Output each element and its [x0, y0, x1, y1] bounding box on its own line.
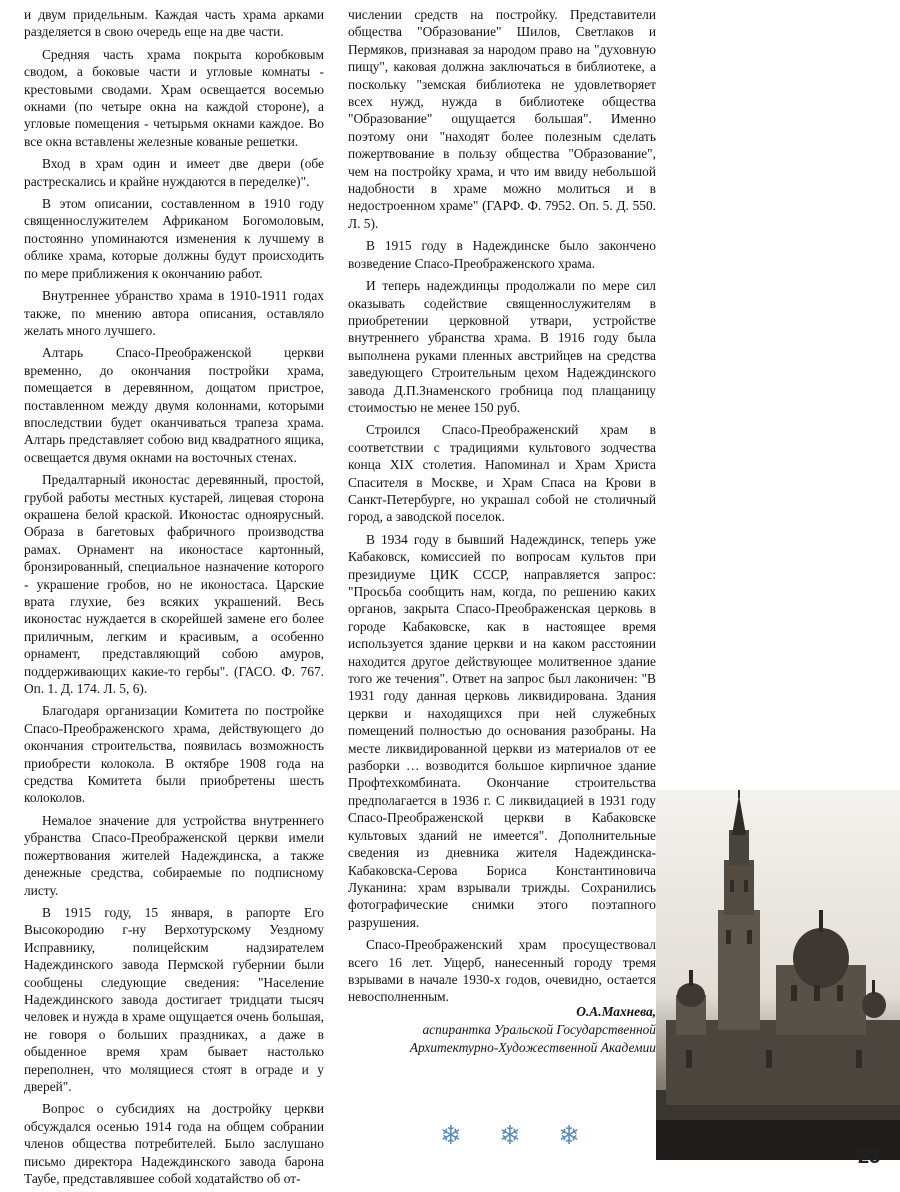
paragraph: числении средств на постройку. Представители общества "Образование" Шилов, Светлаков и Пермяков, признавая за народом право на "духовную пищу", каковая должна заключаться в библиотеке, а поскольку "земская библиотека не удовлетворяет всех нужд, нужда в библиотеке общества "Образование" ощущается большая". Именно поэтому они "находят более полезным сделать пожертвование в пользу общества "Образование", чем на постройку храма, и что им ввиду небольшой надобности в храме можно молиться и в недостроенном храме" (ГАРФ. Ф. 7952. Оп. 5. Д. 550. Л. 5). — [348, 7, 656, 231]
paragraph: Вопрос о субсидиях на достройку церкви обсуждался осенью 1914 года на общем собрании членов общества потребителей. Было заслушано письмо директора Надеждинского завода барона Таубе, представлявшее собой ходатайство об от- — [24, 1101, 324, 1186]
right-column — [348, 6, 656, 1011]
author-signature — [330, 1003, 656, 1057]
paragraph: Алтарь Спасо-Преображенской церкви временно, до окончания постройки храма, помещается в деревянном, дощатом пристрое, поставленном между двумя колоннами, которыми впоследствии будет оканчиваться трапеза храма. Алтарь представляет собою вид квадратного ящика, освещается двумя окнами на восточных стенах. — [24, 345, 324, 465]
paragraph: В этом описании, составленном в 1910 году священнослужителем Африканом Богомоловым, постоянно упоминаются изменения к лучшему в облике храма, которые должны будут происходить по мере приближения к окончанию работ. — [24, 196, 324, 281]
paragraph: Предалтарный иконостас деревянный, простой, грубой работы местных кустарей, лицевая сторона окрашена белой краской. Иконостас одноярусный. Образа в багетовых фабричного производства рамах. Орнамент на иконостасе картонный, бронзированный, специальное назначение которого - украшение гробов, но не иконостаса. Царские врата глухие, без всяких украшений. Весь иконостас нуждается в скорейшей замене его более приличным, легким и красивым, а особенно орнамент, представляющий собою амуров, поддерживающих какие-то гербы". (ГАСО. Ф. 767. Оп. 1. Д. 174. Л. 5, 6). — [24, 472, 324, 697]
snowflake-ornament — [440, 1120, 580, 1152]
paragraph: Немалое значение для устройства внутреннего убранства Спасо-Преображенской церкви имели пожертвования жителей Надеждинска, а также денежные средства, собираемые по подписному листу. — [24, 812, 324, 898]
snowflake-icon: ❄ — [440, 1121, 462, 1151]
left-column — [24, 6, 324, 1192]
paragraph: И теперь надеждинцы продолжали по мере сил оказывать содействие священнослужителям в приобретении церковной утвари, устройстве внутреннего убранства храма. В 1916 году была выполнена руками пленных австрийцев на средства заведующего Строительным цехом Надеждинского завода Д.П.Знаменского гробница под плащаницу стоимостью не менее 150 руб. — [348, 278, 656, 415]
paragraph: В 1915 году в Надеждинске было закончено возведение Спасо-Преображенского храма. — [348, 238, 656, 271]
paragraph: Строился Спасо-Преображенский храм в соответствии с традициями культового зодчества конца XIX столетия. Напоминал и Храм Христа Спасителя в Москве, и Храм Спаса на Крови в Санкт-Петербурге, но украшал собой не столичный город, а заводской поселок. — [348, 422, 656, 525]
paragraph: Вход в храм один и имеет две двери (обе растрескались и крайне нуждаются в переделке)". — [24, 156, 324, 189]
paragraph: Средняя часть храма покрыта коробковым сводом, а боковые части и угловые комнаты - крестовыми сводами. Храм освещается восемью окнами (по четыре окна на каждой стороне), а угловые помещения - четырьмя окнами каждое. Во все окна вставлены железные кованые решетки. — [24, 46, 324, 149]
page-number: 23 — [858, 1146, 881, 1168]
author-affiliation-line-1: аспирантка Уральской Государственной — [422, 1022, 656, 1037]
paragraph: В 1915 году, 15 января, в рапорте Его Высокородию г-ну Верхотурскому Уездному Исправнику, полицейским надзирателем Надеждинского завода Пермской губернии были сообщены следующие сведения: "Население Надеждинского завода достигает тридцати тысяч человек и нужда в храме ощущается очень большая, не говоря о больших праздниках, а даже в обыденное время храм бывает настолько переполнен, что молящиеся стоят в ограде и у дверей". — [24, 904, 324, 1094]
snowflake-icon: ❄ — [558, 1121, 580, 1151]
church-illustration — [656, 790, 900, 1160]
paragraph: Спасо-Преображенский храм просуществовал всего 16 лет. Ущерб, нанесенный городу тремя взрывами в начале 1930-х годов, очевидно, остается невосполненным. — [348, 937, 656, 1005]
author-affiliation-line-2: Архитектурно-Художественной Академии — [409, 1040, 656, 1055]
church-photo — [656, 790, 900, 1160]
snowflake-icon: ❄ — [499, 1121, 521, 1151]
paragraph: Благодаря организации Комитета по постройке Спасо-Преображенского храма, действующего до окончания строительства, появилась возможность приобрести колокола. В октябре 1908 года на средства Комитета были приобретены шесть колоколов. — [24, 703, 324, 806]
paragraph: Внутреннее убранство храма в 1910-1911 годах также, по мнению автора описания, оставляло желать много лучшего. — [24, 288, 324, 338]
paragraph: В 1934 году в бывший Надеждинск, теперь уже Кабаковск, комиссией по вопросам культов при президиуме ЦИК СССР, направляется запрос: "Просьба сообщить нам, когда, по решению каких органов, закрыта Спасо-Преображенская церковь в городе Кабаковске, как в настоящее время используется здание церкви и на каком расстоянии находится другое действующее молитвенное здание того же течения". Ответ на запрос был лаконичен: "В 1931 году данная церковь ликвидирована. Здания церкви и находящихся при ней служебных помещений полностью до основания разобраны. На месте ликвидированной церкви из материалов от ее разборки … возводится большое кирпичное здание Профтехкомбината. Окончание строительства предполагается в 1936 г. С ликвидацией в 1931 году Спасо-Преображенской церкви в Кабаковске культовых зданий не имеется". Дополнительные сведения из дневника жителя Надеждинска-Кабаковска-Серова Бориса Константиновича Луканина: храм взрывали трижды. Сохранились фотографические снимки этого поэтапного разрушения. — [348, 531, 656, 930]
author-name: О.А.Махнева, — [576, 1004, 656, 1019]
paragraph: и двум придельным. Каждая часть храма арками разделяется в свою очередь еще на две части. — [24, 7, 324, 40]
